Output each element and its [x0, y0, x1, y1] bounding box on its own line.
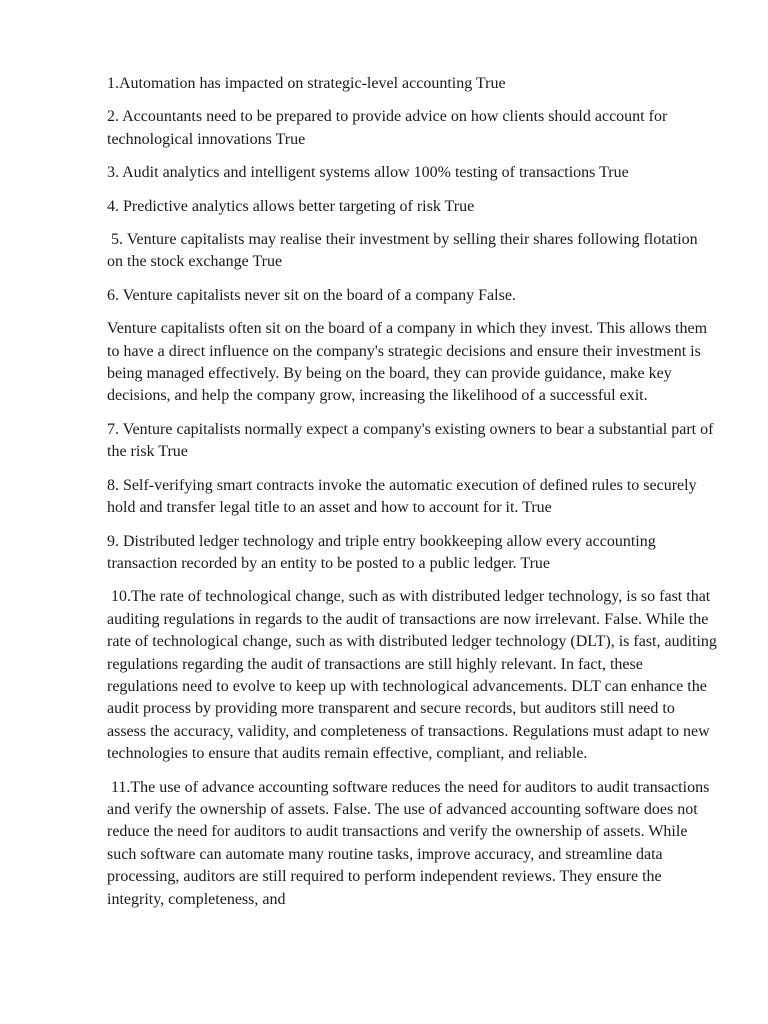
document-page [107, 73, 721, 922]
paragraph-6-explanation: Venture capitalists often sit on the board of a company in which they invest. This allows them to have a direct influence on the company's strategic decisions and ensure their investment is being managed effectively. By being on the board, they can provide guidance, make key decisions, and help the company grow, increasing the likelihood of a successful exit. [107, 320, 712, 405]
paragraph-4: 4. Predictive analytics allows better targeting of risk True [107, 197, 475, 215]
paragraph-11: 11.The use of advance accounting software reduces the need for auditors to audit transactions and verify the ownership of assets. False. The use of advanced accounting software does not reduce the need for auditors to audit transactions and verify the ownership of assets. While such software can automate many routine tasks, improve accuracy, and streamline data processing, auditors are still required to perform independent reviews. They ensure the integrity, completeness, and [107, 778, 714, 908]
paragraph-3: 3. Audit analytics and intelligent systems allow 100% testing of transactions True [107, 164, 629, 182]
paragraph-5: 5. Venture capitalists may realise their investment by selling their shares following flotation on the stock exchange True [107, 231, 702, 271]
paragraph-1: 1.Automation has impacted on strategic-level accounting True [107, 75, 506, 92]
paragraph-10: 10.The rate of technological change, such as with distributed ledger technology, is so fast that auditing regulations in regards to the audit of transactions are now irrelevant. False. While the rate of technological change, such as with distributed ledger technology (DLT), is fast, auditing regulations regarding the audit of transactions are still highly relevant. In fact, these regulations need to evolve to keep up with technological advancements. DLT can enhance the audit process by providing more transparent and secure records, but auditors still need to assess the accuracy, validity, and completeness of transactions. Regulations must adapt to new technologies to ensure that audits remain effective, compliant, and reliable. [107, 588, 721, 763]
paragraph-8: 8. Self-verifying smart contracts invoke the automatic execution of defined rules to securely hold and transfer legal title to an asset and how to account for it. True [107, 476, 701, 517]
paragraph-9: 9. Distributed ledger technology and triple entry bookkeeping allow every accounting transaction recorded by an entity to be posted to a public ledger. True [107, 532, 660, 572]
paragraph-7: 7. Venture capitalists normally expect a company's existing owners to bear a substantial part of the risk True [107, 420, 718, 461]
paragraph-2: 2. Accountants need to be prepared to provide advice on how clients should account for technological innovations True [107, 108, 672, 148]
paragraph-6: 6. Venture capitalists never sit on the board of a company False. [107, 286, 516, 304]
